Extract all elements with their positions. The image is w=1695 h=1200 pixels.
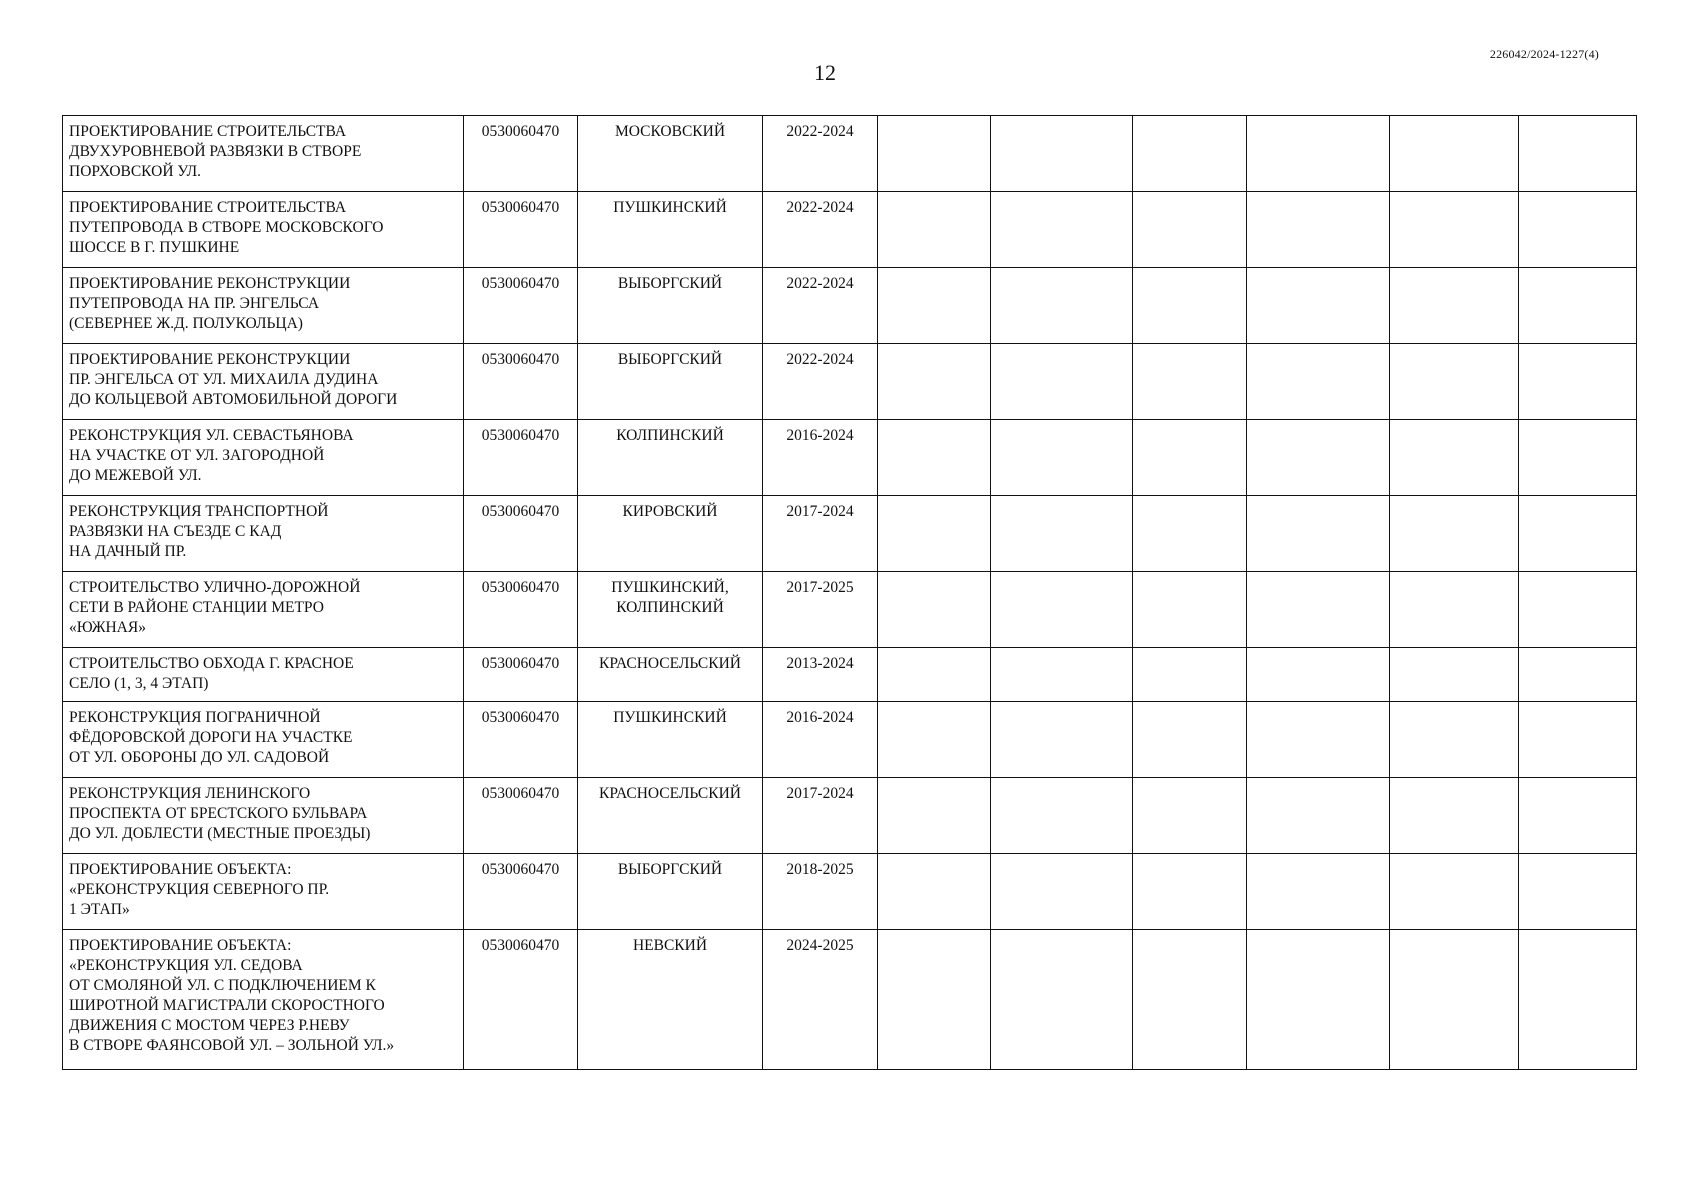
object-name-line: СТРОИТЕЛЬСТВО УЛИЧНО-ДОРОЖНОЙ <box>69 579 361 596</box>
implementation-period-cell: 2016-2024 <box>763 702 878 778</box>
empty-value-cell <box>1519 572 1637 648</box>
table-row <box>63 572 1637 648</box>
empty-value-cell <box>1519 648 1637 702</box>
target-article-code-cell: 0530060470 <box>464 930 578 1070</box>
target-article-code-cell: 0530060470 <box>464 344 578 420</box>
empty-value-cell <box>878 702 991 778</box>
object-name-line: ДО УЛ. ДОБЛЕСТИ (МЕСТНЫЕ ПРОЕЗДЫ) <box>69 825 371 842</box>
empty-value-cell <box>1133 344 1247 420</box>
object-name-line: ДО КОЛЬЦЕВОЙ АВТОМОБИЛЬНОЙ ДОРОГИ <box>69 391 398 408</box>
empty-value-cell <box>1390 192 1519 268</box>
district-cell <box>578 648 763 702</box>
object-name-line: РЕКОНСТРУКЦИЯ ПОГРАНИЧНОЙ <box>69 709 321 726</box>
object-name-cell <box>63 116 464 192</box>
empty-value-cell <box>1519 192 1637 268</box>
object-name-cell <box>63 192 464 268</box>
empty-value-cell <box>991 420 1133 496</box>
object-name-line: РЕКОНСТРУКЦИЯ УЛ. СЕВАСТЬЯНОВА <box>69 427 354 444</box>
implementation-period-cell: 2024-2025 <box>763 930 878 1070</box>
object-name-line: РЕКОНСТРУКЦИЯ ЛЕНИНСКОГО <box>69 785 311 802</box>
district-cell <box>578 496 763 572</box>
district-cell <box>578 268 763 344</box>
empty-value-cell <box>1247 496 1390 572</box>
table-row <box>63 496 1637 572</box>
empty-value-cell <box>991 930 1133 1070</box>
empty-value-cell <box>1133 420 1247 496</box>
empty-value-cell <box>878 420 991 496</box>
district-line: КОЛПИНСКИЙ <box>616 427 724 444</box>
target-article-code-cell: 0530060470 <box>464 778 578 854</box>
table-row <box>63 854 1637 930</box>
implementation-period-cell: 2022-2024 <box>763 344 878 420</box>
target-article-code-cell: 0530060470 <box>464 192 578 268</box>
object-name-line: ПУТЕПРОВОДА В СТВОРЕ МОСКОВСКОГО <box>69 219 384 236</box>
district-line: ПУШКИНСКИЙ <box>613 709 727 726</box>
object-name-line: ДВИЖЕНИЯ С МОСТОМ ЧЕРЕЗ Р.НЕВУ <box>69 1017 350 1034</box>
empty-value-cell <box>1390 344 1519 420</box>
district-cell <box>578 702 763 778</box>
district-line: ВЫБОРГСКИЙ <box>617 275 723 292</box>
target-article-code-cell: 0530060470 <box>464 268 578 344</box>
object-name-line: ПОРХОВСКОЙ УЛ. <box>69 163 202 180</box>
empty-value-cell <box>1390 496 1519 572</box>
empty-value-cell <box>991 192 1133 268</box>
object-name-line: ПУТЕПРОВОДА НА ПР. ЭНГЕЛЬСА <box>69 295 320 312</box>
empty-value-cell <box>991 496 1133 572</box>
object-name-line: (СЕВЕРНЕЕ Ж.Д. ПОЛУКОЛЬЦА) <box>69 315 303 332</box>
object-name-cell <box>63 648 464 702</box>
objects-table-body <box>63 116 1637 1070</box>
empty-value-cell <box>1133 778 1247 854</box>
empty-value-cell <box>878 268 991 344</box>
object-name-line: В СТВОРЕ ФАЯНСОВОЙ УЛ. – ЗОЛЬНОЙ УЛ.» <box>69 1037 395 1054</box>
district-line: КРАСНОСЕЛЬСКИЙ <box>598 655 741 672</box>
empty-value-cell <box>1133 268 1247 344</box>
empty-value-cell <box>1390 778 1519 854</box>
object-name-line: «РЕКОНСТРУКЦИЯ УЛ. СЕДОВА <box>69 957 303 974</box>
empty-value-cell <box>1519 778 1637 854</box>
empty-value-cell <box>1519 930 1637 1070</box>
empty-value-cell <box>1390 702 1519 778</box>
district-line: ВЫБОРГСКИЙ <box>617 351 723 368</box>
empty-value-cell <box>1519 496 1637 572</box>
implementation-period-cell: 2018-2025 <box>763 854 878 930</box>
empty-value-cell <box>1247 344 1390 420</box>
object-name-cell <box>63 854 464 930</box>
implementation-period-cell: 2022-2024 <box>763 268 878 344</box>
empty-value-cell <box>1133 702 1247 778</box>
empty-value-cell <box>1247 572 1390 648</box>
empty-value-cell <box>1133 930 1247 1070</box>
empty-value-cell <box>1133 192 1247 268</box>
object-name-line: ПРОЕКТИРОВАНИЕ СТРОИТЕЛЬСТВА <box>69 199 347 216</box>
target-article-code-cell: 0530060470 <box>464 854 578 930</box>
object-name-line: ПРОЕКТИРОВАНИЕ РЕКОНСТРУКЦИИ <box>69 275 351 292</box>
object-name-cell <box>63 572 464 648</box>
empty-value-cell <box>1247 930 1390 1070</box>
table-row <box>63 648 1637 702</box>
object-name-line: ШИРОТНОЙ МАГИСТРАЛИ СКОРОСТНОГО <box>69 997 385 1014</box>
implementation-period-cell: 2017-2024 <box>763 778 878 854</box>
empty-value-cell <box>1519 116 1637 192</box>
district-cell <box>578 930 763 1070</box>
district-cell <box>578 116 763 192</box>
district-cell <box>578 854 763 930</box>
empty-value-cell <box>878 930 991 1070</box>
object-name-line: ПРОСПЕКТА ОТ БРЕСТСКОГО БУЛЬВАРА <box>69 805 368 822</box>
empty-value-cell <box>878 854 991 930</box>
object-name-line: ПРОЕКТИРОВАНИЕ ОБЪЕКТА: <box>69 861 292 878</box>
implementation-period-cell: 2022-2024 <box>763 116 878 192</box>
table-row <box>63 192 1637 268</box>
object-name-line: «РЕКОНСТРУКЦИЯ СЕВЕРНОГО ПР. <box>69 881 330 898</box>
empty-value-cell <box>1519 344 1637 420</box>
object-name-line: ОТ СМОЛЯНОЙ УЛ. С ПОДКЛЮЧЕНИЕМ К <box>69 977 376 994</box>
empty-value-cell <box>1247 648 1390 702</box>
empty-value-cell <box>1390 268 1519 344</box>
object-name-cell <box>63 778 464 854</box>
empty-value-cell <box>1390 854 1519 930</box>
empty-value-cell <box>1247 702 1390 778</box>
district-line: НЕВСКИЙ <box>632 937 708 954</box>
target-article-code-cell: 0530060470 <box>464 572 578 648</box>
empty-value-cell <box>1133 116 1247 192</box>
object-name-cell <box>63 702 464 778</box>
district-cell <box>578 192 763 268</box>
object-name-line: ПРОЕКТИРОВАНИЕ СТРОИТЕЛЬСТВА <box>69 123 347 140</box>
object-name-line: ДО МЕЖЕВОЙ УЛ. <box>69 467 202 484</box>
empty-value-cell <box>1519 420 1637 496</box>
empty-value-cell <box>1247 192 1390 268</box>
object-name-cell <box>63 420 464 496</box>
district-line: ПУШКИНСКИЙ <box>613 199 727 216</box>
empty-value-cell <box>991 778 1133 854</box>
object-name-line: РЕКОНСТРУКЦИЯ ТРАНСПОРТНОЙ <box>69 503 329 520</box>
object-name-line: ОТ УЛ. ОБОРОНЫ ДО УЛ. САДОВОЙ <box>69 749 330 766</box>
empty-value-cell <box>878 192 991 268</box>
empty-value-cell <box>1247 420 1390 496</box>
object-name-line: ПРОЕКТИРОВАНИЕ РЕКОНСТРУКЦИИ <box>69 351 351 368</box>
empty-value-cell <box>991 116 1133 192</box>
empty-value-cell <box>991 268 1133 344</box>
empty-value-cell <box>878 648 991 702</box>
table-row <box>63 344 1637 420</box>
empty-value-cell <box>1247 854 1390 930</box>
target-article-code-cell: 0530060470 <box>464 420 578 496</box>
district-cell <box>578 344 763 420</box>
district-line: КРАСНОСЕЛЬСКИЙ <box>598 785 741 802</box>
object-name-line: «ЮЖНАЯ» <box>69 619 146 636</box>
empty-value-cell <box>1390 572 1519 648</box>
district-cell <box>578 420 763 496</box>
table-row <box>63 268 1637 344</box>
object-name-line: СТРОИТЕЛЬСТВО ОБХОДА Г. КРАСНОЕ <box>69 655 354 672</box>
object-name-line: ДВУХУРОВНЕВОЙ РАЗВЯЗКИ В СТВОРЕ <box>69 143 362 160</box>
object-name-line: ПРОЕКТИРОВАНИЕ ОБЪЕКТА: <box>69 937 292 954</box>
empty-value-cell <box>991 854 1133 930</box>
objects-table <box>62 115 1637 1070</box>
table-row <box>63 116 1637 192</box>
empty-value-cell <box>991 572 1133 648</box>
document-registration-number: 226042/2024-1227(4) <box>1489 47 1599 61</box>
object-name-cell <box>63 496 464 572</box>
empty-value-cell <box>878 572 991 648</box>
empty-value-cell <box>1390 648 1519 702</box>
empty-value-cell <box>878 778 991 854</box>
district-line: КИРОВСКИЙ <box>622 503 718 520</box>
implementation-period-cell: 2017-2025 <box>763 572 878 648</box>
empty-value-cell <box>1519 854 1637 930</box>
object-name-line: ПР. ЭНГЕЛЬСА ОТ УЛ. МИХАИЛА ДУДИНА <box>69 371 379 388</box>
object-name-cell <box>63 268 464 344</box>
district-line: ПУШКИНСКИЙ, <box>611 579 729 596</box>
empty-value-cell <box>878 116 991 192</box>
district-line: КОЛПИНСКИЙ <box>616 599 724 616</box>
target-article-code-cell: 0530060470 <box>464 702 578 778</box>
table-row <box>63 778 1637 854</box>
empty-value-cell <box>991 344 1133 420</box>
implementation-period-cell: 2013-2024 <box>763 648 878 702</box>
empty-value-cell <box>1390 116 1519 192</box>
empty-value-cell <box>991 702 1133 778</box>
district-cell <box>578 778 763 854</box>
empty-value-cell <box>1133 854 1247 930</box>
district-line: МОСКОВСКИЙ <box>614 123 726 140</box>
empty-value-cell <box>1519 268 1637 344</box>
table-row <box>63 702 1637 778</box>
object-name-line: СЕЛО (1, 3, 4 ЭТАП) <box>69 675 209 692</box>
empty-value-cell <box>1519 702 1637 778</box>
empty-value-cell <box>1133 496 1247 572</box>
object-name-cell <box>63 930 464 1070</box>
implementation-period-cell: 2017-2024 <box>763 496 878 572</box>
empty-value-cell <box>1390 420 1519 496</box>
empty-value-cell <box>878 344 991 420</box>
implementation-period-cell: 2022-2024 <box>763 192 878 268</box>
object-name-line: НА ДАЧНЫЙ ПР. <box>69 543 187 560</box>
page-number: 12 <box>814 60 836 85</box>
object-name-line: СЕТИ В РАЙОНЕ СТАНЦИИ МЕТРО <box>69 599 324 616</box>
object-name-line: РАЗВЯЗКИ НА СЪЕЗДЕ С КАД <box>69 523 282 540</box>
object-name-line: ШОССЕ В Г. ПУШКИНЕ <box>69 239 240 256</box>
empty-value-cell <box>1247 116 1390 192</box>
target-article-code-cell: 0530060470 <box>464 116 578 192</box>
object-name-line: 1 ЭТАП» <box>69 901 130 918</box>
table-row <box>63 420 1637 496</box>
object-name-line: НА УЧАСТКЕ ОТ УЛ. ЗАГОРОДНОЙ <box>69 447 325 464</box>
empty-value-cell <box>1390 930 1519 1070</box>
empty-value-cell <box>878 496 991 572</box>
implementation-period-cell: 2016-2024 <box>763 420 878 496</box>
target-article-code-cell: 0530060470 <box>464 496 578 572</box>
empty-value-cell <box>1247 268 1390 344</box>
table-row <box>63 930 1637 1070</box>
empty-value-cell <box>1247 778 1390 854</box>
empty-value-cell <box>1133 648 1247 702</box>
empty-value-cell <box>991 648 1133 702</box>
target-article-code-cell: 0530060470 <box>464 648 578 702</box>
empty-value-cell <box>1133 572 1247 648</box>
district-cell <box>578 572 763 648</box>
object-name-cell <box>63 344 464 420</box>
object-name-line: ФЁДОРОВСКОЙ ДОРОГИ НА УЧАСТКЕ <box>69 729 353 746</box>
district-line: ВЫБОРГСКИЙ <box>617 861 723 878</box>
